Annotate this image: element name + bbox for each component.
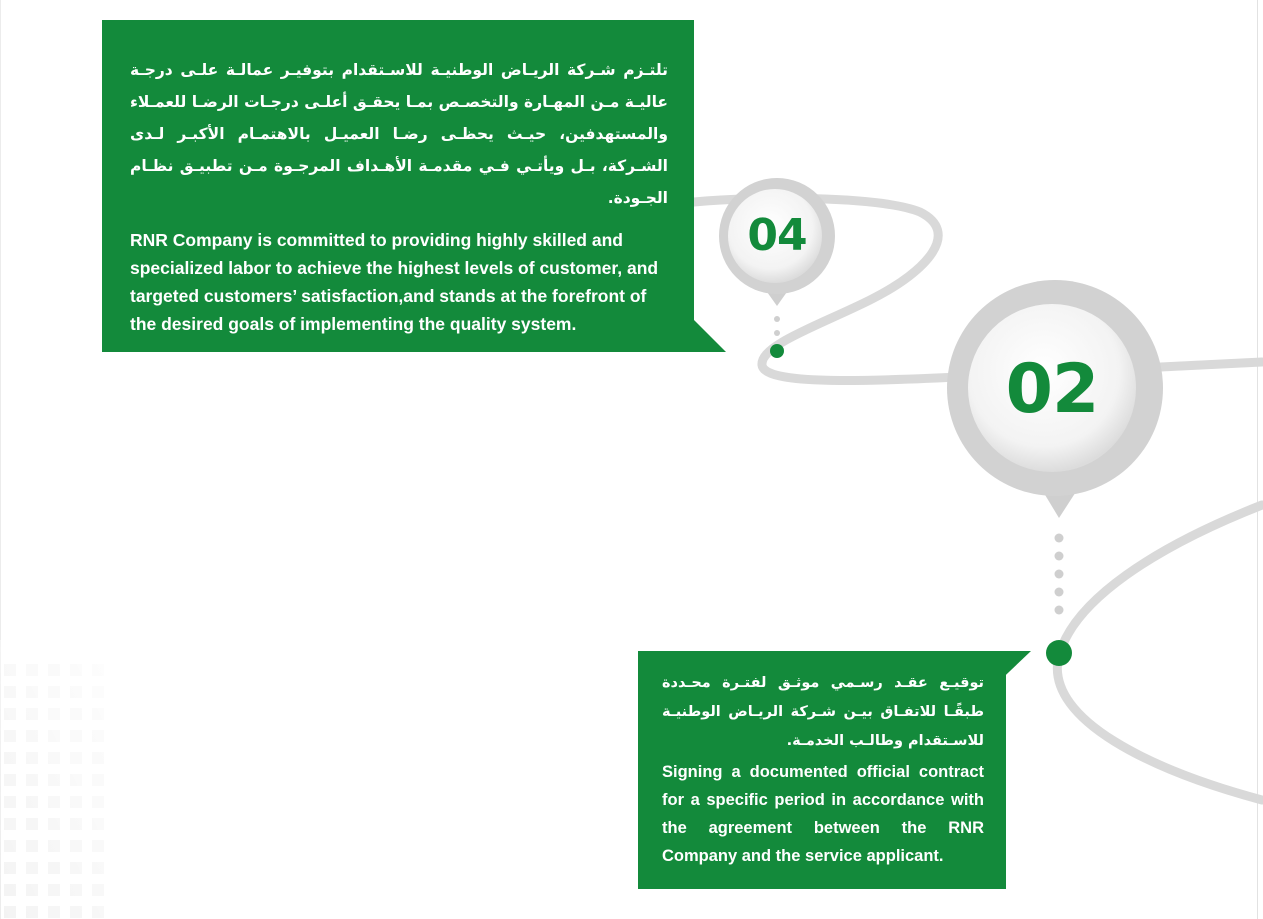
step-number-02: 02 — [1005, 350, 1099, 429]
step-04-english-text: RNR Company is committed to providing highly skilled and specialized labor to achieve the highest levels of customer, and targeted customers’ satisfaction,and stands at the forefront of the desired goals of implementing the quality system. — [130, 230, 659, 334]
dot-texture — [0, 640, 130, 919]
step-04-textbox — [102, 20, 694, 352]
step-02-english-text: Signing a documented official contract for a specific period in accordance with the agreement between the RNR Company and the service applicant. — [662, 763, 984, 865]
step-04-arabic-text: تلتـزم شـركة الريـاض الوطنيـة للاسـتقدام بتوفيـر عمالـة علـى درجـة عاليـة مـن المهـارة والتخصـص بمـا يحقـق أعلـى درجـات الرضـا للعمـلاء والمستهدفين، حيـث يحظـى رضـا العميـل بالاهتمـام الأكبـر لـدى الشـركة، بـل ويأتـي فـي مقدمـة الأهـداف المرجـوة مـن تطبيـق نظـام الجـودة. — [130, 61, 668, 207]
step-number-04: 04 — [747, 210, 807, 261]
step-02-arabic-text: توقيـع عقـد رسـمي موثـق لفتـرة محـددة طبقًـا للاتفـاق بيـن شـركة الريـاض الوطنيـة للاسـتقدام وطالـب الخدمـة. — [662, 675, 984, 749]
step-02-textbox — [638, 651, 1006, 889]
